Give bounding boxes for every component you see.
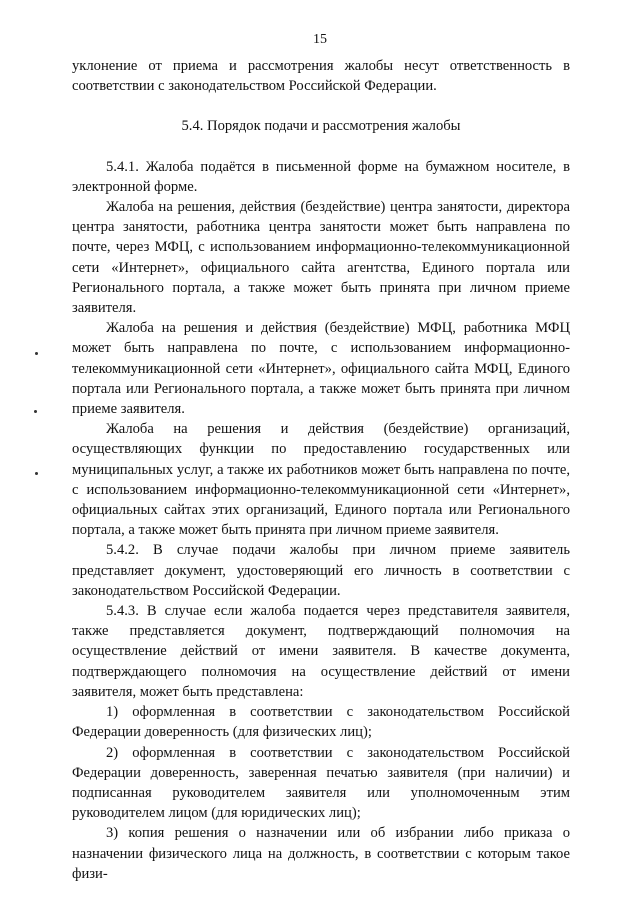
document-body	[72, 56, 570, 884]
paragraph-5-4-2: 5.4.2. В случае подачи жалобы при личном приеме заявитель представляет документ, удостоверяющий его личность в соответствии с законодательством Российской Федерации.	[72, 542, 570, 599]
paragraph-complaint-mfc: Жалоба на решения и действия (бездействие) МФЦ, работника МФЦ может быть направлена по почте, с использованием информационно-телекоммуникационной сети «Интернет», официального сайта МФЦ, Единого портала или Регионального портала, а также может быть принята при личном приеме заявителя.	[72, 320, 570, 418]
intro-paragraph: уклонение от приема и рассмотрения жалобы несут ответственность в соответствии с законодательством Российской Федерации.	[72, 58, 570, 95]
page-number: 15	[313, 32, 327, 47]
paragraph-5-4-3: 5.4.3. В случае если жалоба подается через представителя заявителя, также представляется документ, подтверждающий полномочия на осуществление действий от имени заявителя. В качестве документа, подтверждающего полномочия на осуществление действий от имени заявителя, может быть представлена:	[72, 603, 570, 700]
paragraph-5-4-1: 5.4.1. Жалоба подаётся в письменной форме на бумажном носителе, в электронной форме.	[72, 158, 570, 195]
margin-mark	[34, 410, 37, 413]
list-item-3: 3) копия решения о назначении или об избрании либо приказа о назначении физического лица на должность, в соответствии с которым такое физи-	[72, 825, 570, 882]
margin-mark	[35, 352, 38, 355]
list-item-1: 1) оформленная в соответствии с законодательством Российской Федерации доверенность (для физических лиц);	[72, 704, 570, 741]
section-title: 5.4. Порядок подачи и рассмотрения жалобы	[181, 118, 461, 135]
margin-mark	[35, 472, 38, 475]
list-item-2: 2) оформленная в соответствии с законодательством Российской Федерации доверенность, заверенная печатью заявителя (при наличии) и подписанная руководителем заявителя или уполномоченным этим руководителем лицом (для юридических лиц);	[72, 744, 570, 822]
paragraph-complaint-employment-center: Жалоба на решения, действия (бездействие) центра занятости, директора центра занятости, работника центра занятости может быть направлена по почте, через МФЦ, с использованием информационно-телекоммуникационной сети «Интернет», официального сайта агентства, Единого портала или Регионального портала, а также может быть принята при личном приеме заявителя.	[72, 199, 570, 317]
paragraph-complaint-organizations: Жалоба на решения и действия (бездействие) организаций, осуществляющих функции по предоставлению государственных или муниципальных услуг, а также их работников может быть направлена по почте, с использованием информационно-телекоммуникационной сети «Интернет», официальных сайтах этих организаций, Единого портала или Регионального портала, а также может быть принята при личном приеме заявителя.	[72, 421, 570, 539]
